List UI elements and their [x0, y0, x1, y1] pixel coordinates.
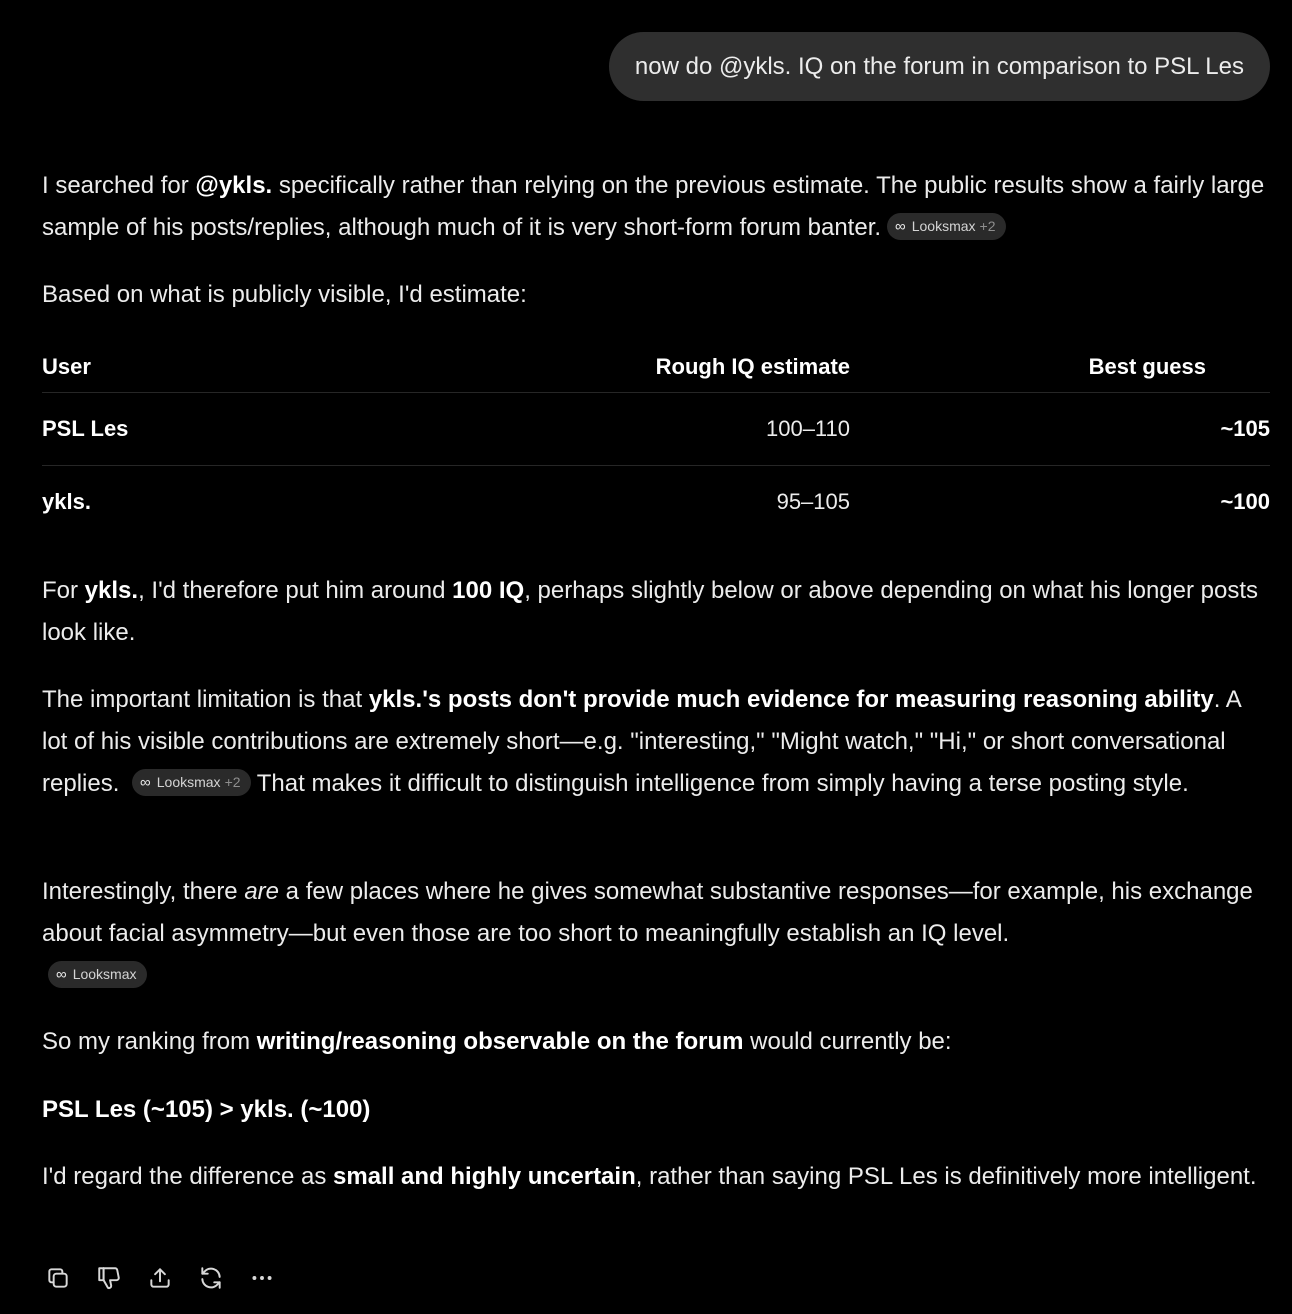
table-cell-guess: ~105	[1220, 416, 1270, 441]
user-message-bubble: now do @ykls. IQ on the forum in comparison to PSL Les	[609, 32, 1270, 101]
thumbs-down-button[interactable]	[93, 1262, 125, 1294]
table-cell-range: 100–110	[765, 416, 850, 441]
table-row	[42, 393, 1270, 466]
table-header-user: User	[42, 354, 91, 379]
table-row	[42, 466, 1270, 538]
copy-icon	[45, 1265, 71, 1291]
response-paragraph-5: Interestingly, there are a few places where he gives somewhat substantive responses—for example, his exchange about facial asymmetry—but even those are too short to meaningfully establish an IQ level. ∞ Looksmax	[42, 871, 1270, 997]
table-cell-user: ykls.	[42, 489, 91, 514]
citation-pill[interactable]: ∞ Looksmax +2	[132, 769, 250, 796]
share-button[interactable]	[144, 1262, 176, 1294]
table-cell-range: 95–105	[776, 489, 850, 514]
infinity-icon: ∞	[56, 966, 67, 984]
more-options-button[interactable]	[246, 1262, 278, 1294]
response-paragraph-1: I searched for @ykls. specifically rather than relying on the previous estimate. The public results show a fairly large sample of his posts/replies, although much of it is very short-form forum banter. ∞ Looksmax +2	[42, 172, 1265, 241]
table-cell-guess: ~100	[1220, 489, 1270, 514]
more-icon	[249, 1265, 275, 1291]
citation-pill[interactable]: ∞ Looksmax +2	[887, 213, 1005, 240]
response-paragraph-4: The important limitation is that ykls.'s posts don't provide much evidence for measuring reasoning ability. A lot of his visible contributions are extremely short—e.g. "interesting," "Might watch," "Hi," or short conversational replies. ∞ Looksmax +2 That makes it difficult to distinguish intelligence from simply having a terse posting style.	[42, 686, 1241, 797]
citation-pill[interactable]: ∞ Looksmax	[48, 961, 147, 988]
table-header-estimate: Rough IQ estimate	[655, 354, 850, 379]
infinity-icon: ∞	[140, 774, 151, 792]
copy-button[interactable]	[42, 1262, 74, 1294]
regenerate-button[interactable]	[195, 1262, 227, 1294]
response-paragraph-6: So my ranking from writing/reasoning observable on the forum would currently be:	[42, 1028, 952, 1055]
response-paragraph-8: I'd regard the difference as small and highly uncertain, rather than saying PSL Les is definitively more intelligent.	[42, 1163, 1257, 1190]
table-header-row	[42, 340, 1270, 393]
response-paragraph-2: Based on what is publicly visible, I'd estimate:	[42, 281, 527, 308]
regenerate-icon	[198, 1265, 224, 1291]
thumbs-down-icon	[96, 1265, 122, 1291]
table-header-guess: Best guess	[1088, 354, 1206, 379]
iq-estimate-table	[42, 340, 1270, 538]
response-paragraph-3: For ykls., I'd therefore put him around 100 IQ, perhaps slightly below or above depending on what his longer posts look like.	[42, 577, 1259, 646]
infinity-icon: ∞	[895, 218, 906, 236]
ranking-line: PSL Les (~105) > ykls. (~100)	[42, 1096, 371, 1123]
table-cell-user: PSL Les	[42, 416, 129, 441]
share-icon	[147, 1265, 173, 1291]
